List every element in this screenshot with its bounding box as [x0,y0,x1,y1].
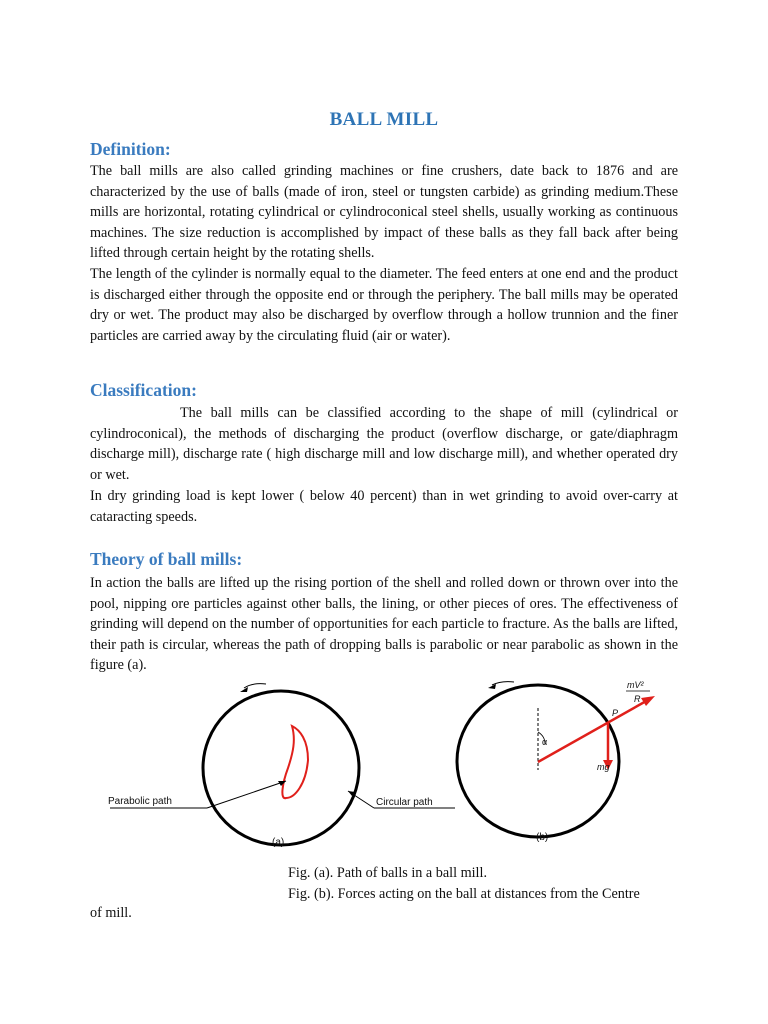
force-numerator-label: mV² [627,680,644,690]
theory-heading: Theory of ball mills: [90,549,243,569]
figure-a [108,684,455,848]
parabolic-path-curve [282,726,308,798]
mg-label: mg [597,762,610,772]
figure-b-label: (b) [536,832,549,843]
circular-path-label: Circular path [376,797,433,808]
page-title: BALL MILL [329,109,439,130]
figure-a-caption: Fig. (a). Path of balls in a ball mill. [288,865,487,881]
definition-heading: Definition: [90,139,171,159]
force-denominator-label: R [634,694,641,704]
parabolic-leader [207,781,286,808]
theory-paragraph-1: In action the balls are lifted up the rising portion of the shell and rolled down or thrown over into the pool, nipping ore particles against other balls, the lining, or other pieces of ores. The effectiveness of grinding will depend on the number of opportunities for each particle to fracture. As the balls are lifted, their path is circular, whereas the path of dropping balls is parabolic or near parabolic as shown in the figure (a). [90,575,678,674]
figure-b-caption-tail: of mill. [90,905,132,921]
figure-b [457,680,655,843]
definition-paragraph-1: The ball mills are also called grinding machines or fine crushers, date back to 1876 and are characterized by the use of balls (made of iron, steel or tungsten carbide) as grinding medium.These mills are horizontal, rotating cylindrical or cylindroconical steel shells, usually working as continuous machines. The size reduction is accomplished by impact of these balls as they fall back after being lifted through certain height by the rotating shells. [90,163,678,262]
rotation-arrow-a [244,684,266,688]
centrifugal-force-arrow [538,700,648,762]
figure-b-caption: Fig. (b). Forces acting on the ball at distances from the Centre [288,886,640,902]
classification-paragraph-1: The ball mills can be classified according to the shape of mill (cylindrical or cylindroconical), the methods of discharging the product (overflow discharge, or gate/diaphragm discharge mill), discharge rate ( high discharge mill and low discharge mill), and whether operated dry or wet. [90,405,678,483]
classification-heading: Classification: [90,380,197,400]
classification-paragraph-2: In dry grinding load is kept lower ( below 40 percent) than in wet grinding to avoid over-carry at cataracting speeds. [90,488,678,525]
point-p-label: P [612,708,619,718]
mill-shell-a [203,691,359,845]
parabolic-path-label: Parabolic path [108,796,172,807]
centrifugal-arrowhead [641,696,655,706]
ball-mill-figure [100,678,660,853]
alpha-label: α [542,737,548,747]
definition-paragraph-2: The length of the cylinder is normally equal to the diameter. The feed enters at one end and the product is discharged either through the opposite end or through the periphery. The ball mills may be operated dry or wet. The product may also be discharged by overflow through a hollow trunnion and the finer particles are carried away by the circulating fluid (air or water). [90,266,678,344]
figure-a-label: (a) [272,837,285,848]
